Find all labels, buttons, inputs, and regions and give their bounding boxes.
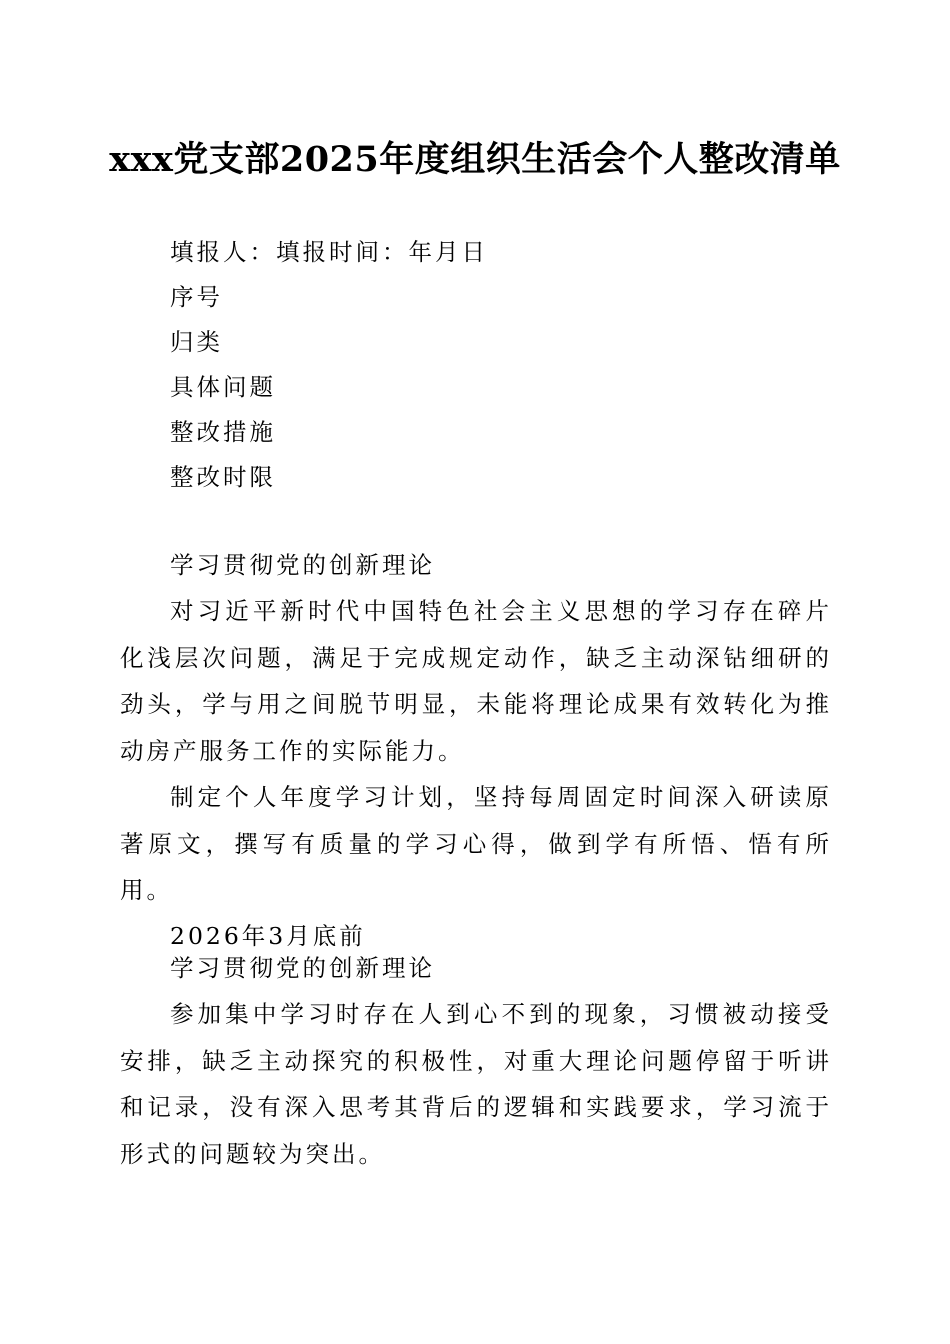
column-specific-problem: 具体问题	[170, 373, 276, 401]
column-category: 归类	[170, 328, 223, 356]
column-rectification-measure: 整改措施	[170, 418, 276, 446]
entry-2-problem: 参加集中学习时存在人到心不到的现象，习惯被动接受安排，缺乏主动探究的积极性，对重大理论问题停留于听讲和记录，没有深入思考其背后的逻辑和实践要求，学习流于形式的问题较为突出。	[120, 1000, 832, 1168]
entry-1-category: 学习贯彻党的创新理论	[170, 551, 435, 579]
entry-1-measure: 制定个人年度学习计划，坚持每周固定时间深入研读原著原文，撰写有质量的学习心得，做到学有所悟、悟有所用。	[120, 783, 832, 904]
reporter-line: 填报人：填报时间：年月日	[170, 238, 488, 266]
entry-1-problem: 对习近平新时代中国特色社会主义思想的学习存在碎片化浅层次问题，满足于完成规定动作，缺乏主动深钻细研的劲头，学与用之间脱节明显，未能将理论成果有效转化为推动房产服务工作的实际能力。	[120, 597, 832, 765]
entry-1-deadline: 2026年3月底前	[170, 921, 366, 950]
column-deadline: 整改时限	[170, 463, 276, 491]
entry-2-category: 学习贯彻党的创新理论	[170, 954, 435, 982]
document-title: xxx党支部2025年度组织生活会个人整改清单	[109, 139, 841, 180]
column-serial-number: 序号	[170, 283, 223, 311]
entry-2	[120, 946, 832, 1177]
entry-1	[120, 543, 832, 959]
header-fields	[120, 230, 832, 500]
